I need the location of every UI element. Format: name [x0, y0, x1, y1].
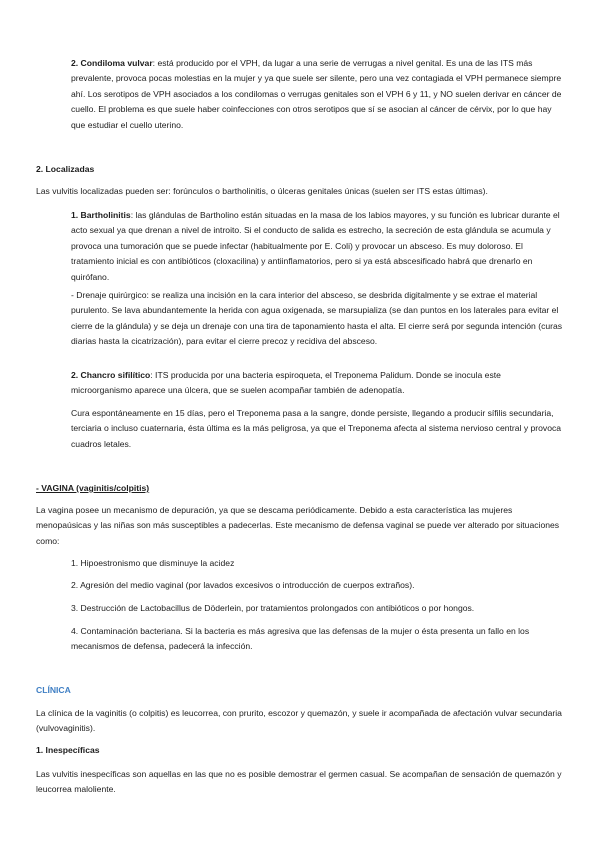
- condiloma-paragraph: [71, 56, 563, 133]
- vagina-intro: La vagina posee un mecanismo de depuración, ya que se descama periódicamente. Debido a esta característica las mujeres menopaúsicas y las niñas son más susceptibles a padecerlas. Este mecanismo de defensa vaginal se puede ver alterado por situaciones como:: [36, 505, 560, 546]
- drenaje-paragraph: - Drenaje quirúrgico: se realiza una incisión en la cara interior del absceso, se desbrida digitalmente y se extrae el material purulento. Se lava abundantemente la herida con agua oxigenada, se marsupializa (se dan puntos en los laterales para evitar el cierre de la glándula) y se deja un drenaje con una tira de taponamiento hasta el alta. El cierre será por segunda intención (curas diarias hasta la cicatrización), para evitar el cierre precoz y recidiva del absceso.: [71, 290, 563, 347]
- vagina-item-4: 4. Contaminación bacteriana. Si la bacteria es más agresiva que las defensas de la mujer o ésta presenta un fallo en los mecanismos de defensa, padecerá la infección.: [71, 626, 530, 652]
- bartholinitis-title: 1. Bartholinitis: [71, 210, 131, 220]
- chancro-title: 2. Chancro sifilítico: [71, 370, 151, 380]
- cura-paragraph: Cura espontáneamente en 15 días, pero el Treponema pasa a la sangre, donde persiste, llegando a producir sífilis secundaria, terciaria o incluso cuaternaria, ésta última es la más peligrosa, ya que el Treponema afecta al sistema nervioso central y provoca cuadros letales.: [71, 408, 562, 449]
- condiloma-title: 2. Condiloma vulvar: [71, 58, 153, 68]
- bartholinitis-paragraph: [71, 208, 563, 285]
- localizadas-heading: 2. Localizadas: [36, 164, 95, 174]
- clinica-intro: La clínica de la vaginitis (o colpitis) es leucorrea, con prurito, escozor y quemazón, y suele ir acompañada de afectación vulvar secundaria (vulvovaginitis).: [36, 708, 562, 734]
- vagina-item-3: 3. Destrucción de Lactobacillus de Döderlein, por tratamientos prolongados con antibióticos o por hongos.: [71, 603, 475, 613]
- condiloma-text: : está producido por el VPH, da lugar a una serie de verrugas a nivel genital. Es una de las ITS más prevalente, provoca pocas molestias en la mujer y ya que suele ser silente, pero una vez contagiada el VPH permanece siempre ahí. Los serotipos de VPH asociados a los condilomas o verrugas genitales son el VPH 6 y 11, y NO suelen derivar en cáncer de cuello. El problema es que suele haber coinfecciones con otros serotipos que sí se asocian al cáncer de cérvix, por lo que hay que estudiar el cuello uterino.: [71, 58, 562, 130]
- chancro-text: : ITS producida por una bacteria espiroqueta, el Treponema Palidum. Donde se inocula este microorganismo aparece una úlcera, que se suelen acompañar también de adenopatía.: [71, 370, 501, 396]
- clinica-heading: CLÍNICA: [36, 685, 71, 695]
- inespecificas-text: Las vulvitis inespecíficas son aquellas en las que no es posible demostrar el germen casual. Se acompañan de sensación de quemazón y leucorrea maloliente.: [36, 769, 562, 795]
- inespecificas-heading: 1. Inespecíficas: [36, 745, 100, 755]
- localizadas-intro: Las vulvitis localizadas pueden ser: forúnculos o bartholinitis, o úlceras genitales únicas (suelen ser ITS estas últimas).: [36, 186, 488, 196]
- vagina-item-2: 2. Agresión del medio vaginal (por lavados excesivos o introducción de cuerpos extraños).: [71, 580, 415, 590]
- chancro-paragraph: [71, 368, 563, 399]
- bartholinitis-text: : las glándulas de Bartholino están situadas en la masa de los labios mayores, y su función es lubricar durante el acto sexual ya que drenan a nivel de introito. Si el conducto de salida es estrecho, la secreción de esta glándula se acumula y provoca una tumoración que se puede infectar (habitualmente por E. Coli) y provocar un absceso. Es muy doloroso. El tratamiento inicial es con antibióticos (cloxacilina) y antiinflamatorios, pero si ya está abscesificado habrá que drenarlo en quirófano.: [71, 210, 560, 282]
- vagina-item-1: 1. Hipoestronismo que disminuye la acidez: [71, 558, 235, 568]
- vagina-heading: - VAGINA (vaginitis/colpitis): [36, 483, 150, 493]
